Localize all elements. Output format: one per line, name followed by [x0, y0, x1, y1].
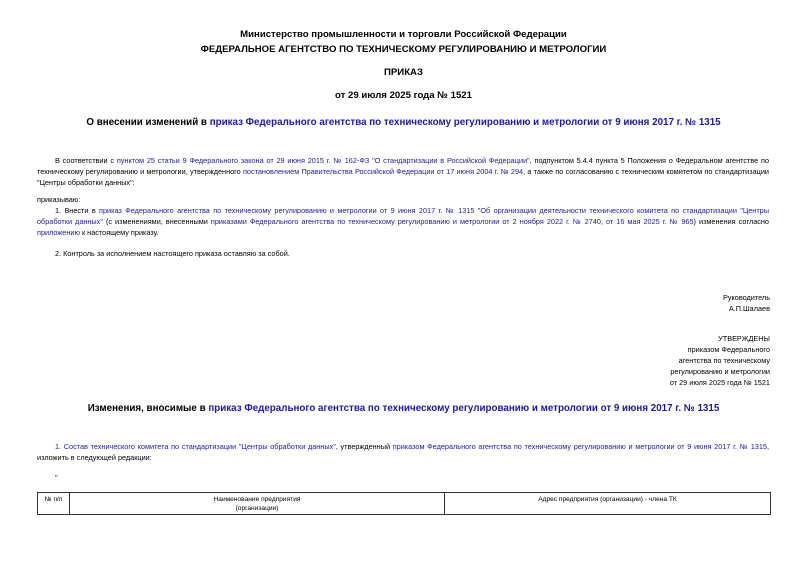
changes-title-prefix: Изменения, вносимые в — [87, 403, 209, 414]
order-word: приказываю: — [37, 195, 81, 204]
table-header-row — [38, 493, 771, 515]
item-text: ) изменения согласно — [693, 217, 769, 227]
change-text: , изложить в следующей редакции: — [37, 442, 769, 463]
document-type: ПРИКАЗ — [384, 67, 423, 78]
approval-line: агентства по техническому — [678, 356, 770, 365]
ministry-name: Министерство промышленности и торговли Российской Федерации — [240, 29, 567, 40]
approval-line: приказом Федерального — [687, 345, 770, 354]
preamble-text: , а также по согласованию с техническим комитетом по стандартизации "Центры обработки данных": — [37, 167, 769, 188]
federal-law-link[interactable]: пунктом 25 статьи 9 Федерального закона от 29 июня 2015 г. № 162-ФЗ "О стандартизации в Российской Федерации" — [116, 156, 530, 165]
item-text: (с изменениями, внесенными — [102, 217, 211, 227]
committee-composition-link[interactable]: 1. Состав технического комитета по стандартизации "Центры обработки данных" — [55, 442, 336, 451]
approval-line: от 29 июля 2025 года № 1521 — [669, 378, 770, 387]
title-prefix: О внесении изменений в — [86, 117, 210, 128]
document-date-number: от 29 июля 2025 года № 1521 — [335, 90, 472, 101]
government-decree-link[interactable]: постановлением Правительства Российской Федерации от 17 июня 2004 г. № 294 — [242, 167, 524, 177]
quote-mark: " — [55, 473, 58, 482]
preamble-text: , подпунктом 5.4.4 пункта 5 Положения о Федеральном агентстве по техническому регулированию и метрологии, утвержденного — [37, 156, 770, 177]
amending-orders-link[interactable]: приказами Федерального агентства по техническому регулированию и метрологии от 2 ноября 2022 г. № 2740, от 16 мая 2025 г. № 965 — [210, 217, 694, 227]
change-item-1 — [37, 441, 769, 463]
signatory-name: А.П.Шалаев — [728, 304, 770, 313]
page-title — [0, 117, 807, 128]
title-link[interactable]: приказ Федерального агентства по техническому регулированию и метрологии от 9 июня 2017 г. № 1315 — [209, 117, 721, 128]
change-text: , утвержденный — [335, 442, 393, 451]
preamble-text: В соответствии с — [55, 156, 117, 165]
order-1315-link[interactable]: приказ Федерального агентства по техническому регулированию и метрологии от 9 июня 2017 г. № 1315 "Об организации деятельности технического комитета по стандартизации "Центры обработки данных" — [37, 206, 769, 227]
col-organization-header — [70, 493, 445, 515]
item-text: к настоящему приказу. — [79, 228, 159, 238]
approval-stamp — [670, 333, 770, 388]
order-item-1 — [37, 205, 769, 239]
col-address-header: Адрес предприятия (организации) - члена ТК — [445, 493, 771, 515]
approval-line: УТВЕРЖДЕНЫ — [718, 334, 770, 343]
preamble-paragraph — [37, 155, 769, 189]
appendix-link[interactable]: приложению — [37, 228, 80, 238]
agency-name: ФЕДЕРАЛЬНОЕ АГЕНТСТВО ПО ТЕХНИЧЕСКОМУ РЕГУЛИРОВАНИЮ И МЕТРОЛОГИИ — [200, 44, 607, 55]
order-item-2: 2. Контроль за исполнением настоящего приказа оставляю за собой. — [55, 249, 290, 258]
col-organization-line1: Наименование предприятия — [213, 496, 301, 503]
col-number-header: № п/п — [38, 493, 70, 515]
item-text: 1. Внести в — [55, 206, 100, 215]
signatory-position: Руководитель — [722, 293, 770, 302]
approval-line: регулированию и метрологии — [670, 367, 770, 376]
order-1315-link-2[interactable]: приказом Федерального агентства по техническому регулированию и метрологии от 9 июня 2017 г. № 1315 — [392, 442, 767, 451]
composition-table — [37, 492, 771, 515]
col-organization-line2: (организации) — [235, 505, 279, 512]
changes-title-link[interactable]: приказ Федерального агентства по техническому регулированию и метрологии от 9 июня 2017 г. № 1315 — [208, 403, 720, 414]
signature-block — [723, 292, 770, 314]
changes-title — [0, 403, 807, 414]
